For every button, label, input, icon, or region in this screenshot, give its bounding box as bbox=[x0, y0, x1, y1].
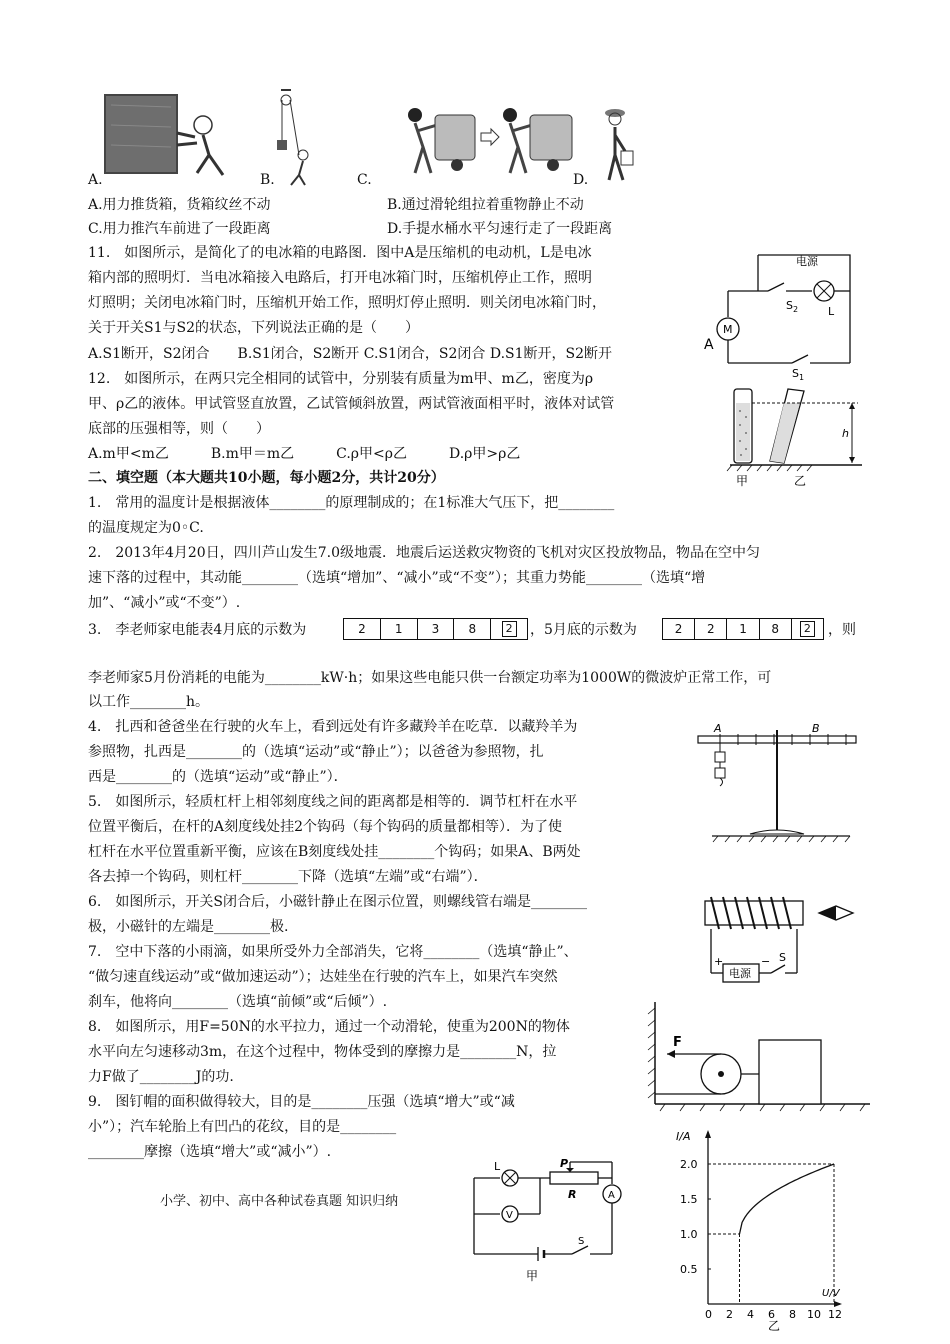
f7-line1: 7. 空中下落的小雨滴，如果所受外力全部消失，它将________（选填“静止”、 bbox=[88, 944, 578, 960]
q12-line2: 甲、ρ乙的液体。甲试管竖直放置，乙试管倾斜放置，两试管液面相平时，液体对试管 bbox=[88, 396, 615, 412]
image-label-a: A. bbox=[88, 172, 103, 188]
circuit-caption: 甲 bbox=[526, 1269, 539, 1283]
x-tick-label: 8 bbox=[789, 1308, 796, 1321]
fig-s2-label: $S_2$ bbox=[786, 299, 799, 314]
fig-f-label: F bbox=[673, 1035, 682, 1050]
meter-digit: 2 bbox=[663, 619, 695, 639]
q12-options: A.m甲<m乙 B.m甲＝m乙 C.ρ甲<ρ乙 D.ρ甲>ρ乙 bbox=[88, 446, 521, 462]
fig-a-label: A bbox=[704, 337, 714, 353]
f9-line3: ________摩擦（选填“增大”或“减小”）. bbox=[88, 1144, 332, 1160]
f2-line3: 加”、“减小”或“不变”）. bbox=[88, 595, 241, 611]
solenoid-figure bbox=[697, 893, 872, 991]
carry-bucket-illustration bbox=[605, 109, 633, 180]
fig-plus-label: + bbox=[714, 955, 724, 968]
meter-digit: 1 bbox=[381, 619, 418, 639]
fig-minus-label: − bbox=[761, 955, 771, 968]
fig-r-label: R bbox=[568, 1188, 577, 1201]
f2-line2: 速下落的过程中，其动能________（选填“增加”、“减小”或“不变”）；其重力势能________（选填“增 bbox=[88, 570, 706, 586]
q11-options: A.S1断开，S2闭合 B.S1闭合，S2断开 C.S1闭合，S2闭合 D.S1断开，S2断开 bbox=[88, 346, 613, 362]
y-tick-label: 2.0 bbox=[680, 1158, 698, 1171]
meter-reading-april bbox=[343, 618, 528, 640]
f9-line2: 小”）；汽车轮胎上有凹凸的花纹，目的是________ bbox=[88, 1119, 397, 1135]
fig-power-label: 电源 bbox=[729, 967, 751, 980]
f4-line1: 4. 扎西和爸爸坐在行驶的火车上，看到远处有许多藏羚羊在吃草．以藏羚羊为 bbox=[88, 719, 578, 735]
meter-digit: 2 bbox=[695, 619, 727, 639]
x-tick-label: 12 bbox=[828, 1308, 842, 1321]
fig-p-label: P bbox=[560, 1158, 569, 1170]
fridge-circuit-figure bbox=[700, 245, 870, 380]
f8-line1: 8. 如图所示，用F=50N的水平拉力，通过一个动滑轮，使重为200N的物体 bbox=[88, 1019, 570, 1035]
fig-s1-label: $S_1$ bbox=[792, 367, 805, 380]
meter-digit: 8 bbox=[760, 619, 792, 639]
graph-xlabel: U/V bbox=[822, 1288, 840, 1299]
fig-l-label: L bbox=[828, 305, 835, 318]
meter-digit: 3 bbox=[418, 619, 455, 639]
q10-option-a: A.用力推货箱，货箱纹丝不动 bbox=[88, 197, 271, 213]
lever-a-label: A bbox=[714, 722, 722, 735]
image-label-c: C. bbox=[357, 172, 372, 188]
graph-caption: 乙 bbox=[768, 1319, 781, 1333]
x-tick-label: 10 bbox=[807, 1308, 821, 1321]
fig-power-label: 电源 bbox=[796, 255, 818, 268]
f2-line1: 2. 2013年4月20日，四川芦山发生7.0级地震．地震后运送救灾物资的飞机对灾区投放物品，物品在空中匀 bbox=[88, 545, 760, 561]
meter-decimal-cell bbox=[491, 619, 527, 639]
y-tick-label: 1.5 bbox=[680, 1193, 698, 1206]
section2-title: 二、填空题（本大题共10小题，每小题2分，共计20分） bbox=[88, 470, 445, 486]
fig-v-label: V bbox=[506, 1210, 513, 1221]
f5-line2: 位置平衡后，在杆的A刻度线处挂2个钩码（每个钩码的质量都相等）．为了使 bbox=[88, 819, 563, 835]
q10-option-c: C.用力推汽车前进了一段距离 bbox=[88, 221, 271, 237]
f9-line1: 9. 图钉帽的面积做得较大，目的是________压强（选填“增大”或“减 bbox=[88, 1094, 515, 1110]
f5-line4: 各去掉一个钩码，则杠杆________下降（选填“左端”或“右端”）． bbox=[88, 869, 488, 885]
q11-line4: 关于开关S1与S2的状态，下列说法正确的是（ ） bbox=[88, 320, 419, 336]
fig-s-label: S bbox=[779, 951, 786, 964]
f4-line2: 参照物，扎西是________的（选填“运动”或“静止”）；以爸爸为参照物，扎 bbox=[88, 744, 544, 760]
x-tick-label: 4 bbox=[747, 1308, 754, 1321]
image-label-d: D. bbox=[573, 172, 589, 188]
rheostat-icon bbox=[550, 1172, 598, 1184]
q10-option-d: D.手提水桶水平匀速行走了一段距离 bbox=[387, 221, 613, 237]
q10-option-b: B.通过滑轮组拉着重物静止不动 bbox=[387, 197, 584, 213]
f3-prefix: 3. 李老师家电能表4月底的示数为 bbox=[88, 622, 307, 638]
y-tick-label: 0.5 bbox=[680, 1263, 698, 1276]
f8-line3: 力F做了________J的功. bbox=[88, 1069, 234, 1085]
meter-reading-may bbox=[662, 618, 824, 640]
fig-m-label: M bbox=[723, 323, 733, 336]
pulley-illustration bbox=[277, 90, 308, 185]
meter-digit: 8 bbox=[454, 619, 491, 639]
f4-line3: 西是________的（选填“运动”或“静止”）． bbox=[88, 769, 348, 785]
q11-line1: 11. 如图所示，是简化了的电冰箱的电路图．图中A是压缩机的电动机，L是电冰 bbox=[88, 245, 592, 261]
f1-line2: 的温度规定为0◦C. bbox=[88, 520, 204, 536]
fig-jia-label: 甲 bbox=[736, 474, 749, 488]
f7-line2: “做匀速直线运动”或“做加速运动”）；达娃坐在行驶的汽车上，如果汽车突然 bbox=[88, 969, 558, 985]
q11-line2: 箱内部的照明灯．当电冰箱接入电路后，打开电冰箱门时，压缩机停止工作，照明 bbox=[88, 270, 592, 286]
fig-h-label: h bbox=[842, 427, 849, 440]
f8-line2: 水平向左匀速移动3m，在这个过程中，物体受到的摩擦力是________N，拉 bbox=[88, 1044, 557, 1060]
x-tick-label: 0 bbox=[705, 1308, 712, 1321]
q12-line3: 底部的压强相等，则（ ） bbox=[88, 421, 270, 437]
lever-figure bbox=[690, 722, 870, 850]
ui-graph-figure bbox=[668, 1118, 848, 1333]
f3-line3: 以工作________h。 bbox=[88, 694, 210, 710]
meter-decimal-digit: 2 bbox=[800, 621, 815, 637]
pulley-block-figure bbox=[645, 998, 875, 1116]
f3-line2: 李老师家5月份消耗的电能为________kW·h；如果这些电能只供一台额定功率为1000W的微波炉正常工作，可 bbox=[88, 670, 772, 686]
q12-line1: 12. 如图所示，在两只完全相同的试管中，分别装有质量为m甲、m乙，密度为ρ bbox=[88, 371, 594, 387]
f3-middle: ，5月底的示数为 bbox=[530, 622, 637, 638]
f5-line1: 5. 如图所示，轻质杠杆上相邻刻度线之间的距离都是相等的．调节杠杆在水平 bbox=[88, 794, 578, 810]
meter-decimal-cell bbox=[792, 619, 823, 639]
f6-line1: 6. 如图所示，开关S闭合后，小磁针静止在图示位置，则螺线管右端是________ bbox=[88, 894, 587, 910]
lever-b-label: B bbox=[812, 722, 820, 735]
ui-curve bbox=[740, 1164, 835, 1234]
meter-digit: 2 bbox=[344, 619, 381, 639]
f5-line3: 杠杆在水平位置重新平衡，应该在B刻度线处挂________个钩码；如果A、B两处 bbox=[88, 844, 581, 860]
x-tick-label: 2 bbox=[726, 1308, 733, 1321]
fig-l-label: L bbox=[494, 1160, 501, 1173]
f6-line2: 极，小磁针的左端是________极. bbox=[88, 919, 289, 935]
meter-digit: 1 bbox=[727, 619, 759, 639]
f7-line3: 刹车，他将向________（选填“前倾”或“后倾”）. bbox=[88, 994, 388, 1010]
f3-suffix: ，则 bbox=[828, 622, 856, 638]
graph-ylabel: I/A bbox=[676, 1130, 691, 1143]
test-tubes-figure bbox=[722, 385, 872, 490]
circuit-jia-figure bbox=[460, 1158, 635, 1284]
y-tick-label: 1.0 bbox=[680, 1228, 698, 1241]
fig-a-label: A bbox=[608, 1190, 615, 1201]
footer-note: 小学、初中、高中各种试卷真题 知识归纳 bbox=[160, 1194, 399, 1209]
fig-s-label: S bbox=[578, 1236, 585, 1247]
push-car-illustration bbox=[408, 108, 572, 173]
push-crate-illustration bbox=[105, 95, 223, 175]
meter-decimal-digit: 2 bbox=[502, 621, 517, 637]
fig-yi-label: 乙 bbox=[794, 474, 807, 488]
image-label-b: B. bbox=[260, 172, 275, 188]
f1-line1: 1. 常用的温度计是根据液体________的原理制成的；在1标准大气压下，把________ bbox=[88, 495, 615, 511]
q11-line3: 灯照明；关闭电冰箱门时，压缩机开始工作，照明灯停止照明．则关闭电冰箱门时， bbox=[88, 295, 606, 311]
x-tick-label: 6 bbox=[768, 1308, 775, 1321]
